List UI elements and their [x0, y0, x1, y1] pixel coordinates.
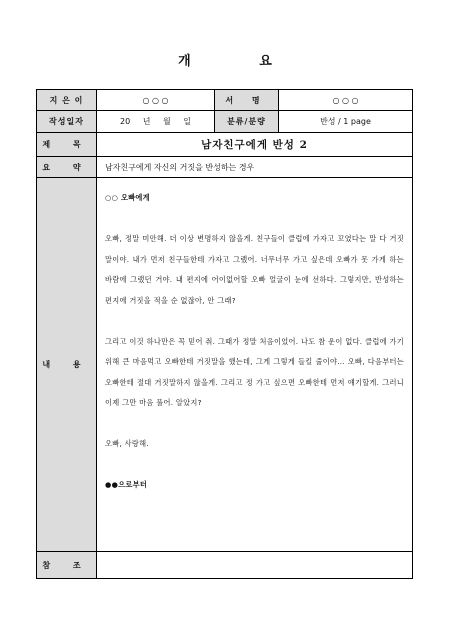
letter-closing: 오빠, 사랑해. — [105, 439, 149, 448]
author-row — [37, 90, 412, 111]
summary-value: 남자친구에게 자신의 거짓을 반성하는 경우 — [96, 157, 412, 177]
reference-row — [37, 552, 412, 578]
reference-label: 참 조 — [37, 552, 96, 578]
date-value: 20 년 월 일 — [96, 111, 214, 132]
subject-value: 남자친구에게 반성 2 — [96, 133, 412, 156]
letter-greeting: ○○ 오빠에게 — [105, 193, 150, 202]
document-title: 개 요 — [178, 54, 304, 69]
subject-label: 제 목 — [37, 133, 96, 156]
category-label: 분류/분량 — [214, 111, 278, 132]
date-label: 작성일자 — [37, 111, 96, 132]
category-value: 반성 / 1 page — [278, 111, 412, 132]
overview-form — [36, 89, 413, 579]
content-label: 내 용 — [37, 178, 96, 551]
summary-row — [37, 157, 412, 178]
date-row — [37, 111, 412, 133]
subject-row — [37, 133, 412, 157]
reference-value — [96, 552, 412, 578]
letter-paragraph-1: 오빠, 정말 미안해. 더 이상 변명하지 않을게. 친구들이 클럽에 가자고 꼬였다는 말 다 거짓말이야. 내가 먼저 친구들한테 가자고 그랬어. 너무너무 가고 싶은데 오빠가 못 가게 하는 바람에 그랬던 거야. 내 편지에 어이없어할 오빠 얼굴이 눈에 선하다. 그렇지만, 반성하는 편지에 거짓을 적을 순 없잖아, 안 그래? — [105, 234, 404, 305]
content-row — [37, 178, 412, 552]
author-value: ○ ○ ○ — [96, 90, 214, 110]
signature-value: ○ ○ ○ — [278, 90, 412, 110]
signature-label: 서 명 — [214, 90, 278, 110]
letter-signoff: ●●으로부터 — [105, 480, 148, 489]
letter-body — [96, 178, 412, 551]
letter-paragraph-2: 그리고 이것 하나만은 꼭 믿어 줘. 그때가 정말 처음이었어. 나도 참 운이 없다. 클럽에 가기 위해 큰 마음먹고 오빠한테 거짓말을 했는데, 그게 그렇게 들킬 줄이야… 오빠, 다음부터는 오빠한테 절대 거짓말하지 않을게. 그리고 정 가고 싶으면 오빠한테 먼저 얘기할게. 그러니 이제 그만 마음 풀어. 알았지? — [105, 336, 404, 407]
author-label: 지 은 이 — [37, 90, 96, 110]
summary-label: 요 약 — [37, 157, 96, 177]
